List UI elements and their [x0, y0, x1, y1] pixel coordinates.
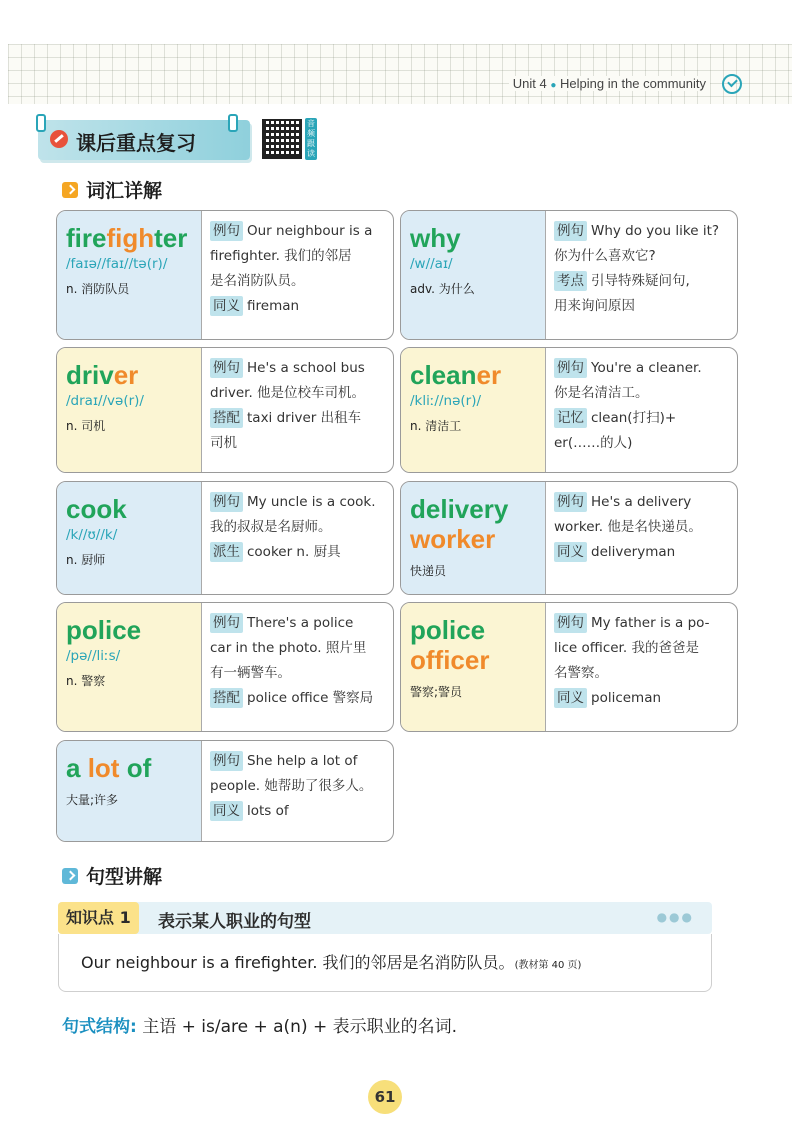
part-of-speech: 快递员 [410, 564, 447, 578]
pin-icon [228, 114, 238, 132]
example-panel [203, 211, 393, 339]
example-panel [203, 741, 393, 841]
word-panel [401, 603, 546, 731]
example-line: 例句 Our neighbour is a [210, 219, 387, 244]
example-sentence: Our neighbour is a firefighter. 我们的邻居是名消防队员。(教材第 40 页) [81, 953, 582, 972]
example-line: worker. 他是名快递员。 [554, 519, 702, 535]
example-line: 搭配 police office 警察局 [210, 686, 387, 711]
vocab-word: police officer [410, 615, 490, 675]
unit-title: Helping in the community [560, 76, 706, 91]
example-tag: 例句 [210, 221, 243, 241]
knowledge-point-title: 表示某人职业的句型 [158, 912, 311, 932]
part-of-speech: 大量;许多 [66, 793, 119, 807]
example-line: 例句 She help a lot of [210, 749, 387, 774]
example-line: 有一辆警车。 [210, 665, 291, 681]
word-panel [57, 211, 202, 339]
example-line: 司机 [210, 435, 237, 451]
unit-number: Unit 4 [512, 76, 547, 91]
review-banner [38, 120, 250, 160]
vocab-card [400, 481, 738, 595]
qr-code[interactable] [262, 119, 302, 159]
vocab-card [400, 210, 738, 340]
example-line: 我的叔叔是名厨师。 [210, 519, 332, 535]
word-panel [57, 603, 202, 731]
vocab-card [56, 347, 394, 473]
example-line: driver. 他是位校车司机。 [210, 385, 366, 401]
word-panel [57, 482, 202, 594]
part-of-speech: n. 清洁工 [410, 419, 462, 433]
example-line: 例句 He's a delivery [554, 490, 731, 515]
example-line: er(……的人) [554, 435, 633, 451]
part-of-speech: n. 厨师 [66, 553, 106, 567]
example-panel [547, 348, 737, 472]
part-of-speech: n. 消防队员 [66, 282, 130, 296]
word-panel [57, 348, 202, 472]
example-line: 记忆 clean(打扫)+ [554, 406, 731, 431]
example-line: 例句 My father is a po- [554, 611, 731, 636]
pencil-icon [50, 130, 68, 148]
example-panel [547, 482, 737, 594]
vocab-word: cleaner [410, 360, 502, 390]
example-line: car in the photo. 照片里 [210, 640, 367, 656]
part-of-speech: n. 警察 [66, 674, 106, 688]
example-line: 例句 He's a school bus [210, 356, 387, 381]
example-line: firefighter. 我们的邻居 [210, 248, 352, 264]
vocab-card [400, 602, 738, 732]
vocab-word: why [410, 223, 461, 253]
textbook-reference: (教材第 40 页) [514, 960, 582, 971]
phonetic: /draɪ//və(r)/ [66, 393, 144, 409]
qr-label: 音频跟读 [307, 119, 315, 158]
example-line: 同义 lots of [210, 799, 387, 824]
example-line: 同义 fireman [210, 294, 387, 319]
vocab-word: a lot of [66, 753, 152, 783]
part-of-speech: adv. 为什么 [410, 282, 475, 296]
vocab-word: cook [66, 494, 127, 524]
example-line: 考点 引导特殊疑问句, [554, 269, 731, 294]
example-line: 例句 My uncle is a cook. [210, 490, 387, 515]
example-panel [203, 348, 393, 472]
example-line: 搭配 taxi driver 出租车 [210, 406, 387, 431]
knowledge-point-tag: 知识点 1 [58, 902, 139, 934]
pin-icon [36, 114, 46, 132]
vocab-word: driver [66, 360, 139, 390]
pencil-note-icon [62, 868, 78, 884]
word-panel [57, 741, 202, 841]
part-of-speech: n. 司机 [66, 419, 106, 433]
example-line: 名警察。 [554, 665, 608, 681]
example-panel [203, 603, 393, 731]
knowledge-point-bar [58, 902, 712, 934]
sentence-structure [62, 1012, 457, 1037]
example-panel [547, 603, 737, 731]
vocab-card [56, 210, 394, 340]
example-line: 你是名清洁工。 [554, 385, 649, 401]
drops-icon: ●●● [656, 910, 694, 924]
synonym-tag: 同义 [210, 296, 243, 316]
banner-title: 课后重点复习 [76, 131, 196, 155]
sentence-section-title: 句型讲解 [86, 866, 163, 888]
knowledge-point-box [58, 934, 712, 992]
phonetic: /kliː//nə(r)/ [410, 393, 482, 409]
arrow-icon [62, 182, 78, 198]
vocab-section-title: 词汇详解 [86, 180, 163, 202]
vocab-card [56, 740, 394, 842]
structure-label: 句式结构: [62, 1017, 137, 1037]
phonetic: /pə//liːs/ [66, 648, 121, 664]
vocab-word: delivery worker [410, 494, 509, 554]
separator-dot-icon: ● [550, 80, 557, 91]
check-circle-icon [722, 74, 742, 94]
header-grid-decoration [8, 44, 792, 104]
structure-text: 主语 + is/are + a(n) + 表示职业的名词. [142, 1017, 458, 1037]
vocab-card [56, 602, 394, 732]
vocab-word: firefighter [66, 223, 188, 253]
phonetic: /w//aɪ/ [410, 256, 453, 272]
example-line: 同义 policeman [554, 686, 731, 711]
example-line: 是名消防队员。 [210, 273, 305, 289]
part-of-speech: 警察;警员 [410, 685, 463, 699]
example-panel [203, 482, 393, 594]
page-number: 61 [368, 1080, 402, 1114]
vocab-card [56, 481, 394, 595]
example-line: 例句 Why do you like it? [554, 219, 731, 244]
word-panel [401, 348, 546, 472]
phonetic: /faɪə//faɪ//tə(r)/ [66, 256, 168, 272]
example-line: lice officer. 我的爸爸是 [554, 640, 699, 656]
example-line: 例句 There's a police [210, 611, 387, 636]
vocab-card [400, 347, 738, 473]
example-line: people. 她帮助了很多人。 [210, 778, 373, 794]
vocab-word: police [66, 615, 142, 645]
example-line: 派生 cooker n. 厨具 [210, 540, 387, 565]
example-line: 你为什么喜欢它? [554, 248, 656, 264]
phonetic: /k//ʊ//k/ [66, 527, 118, 543]
example-line: 同义 deliveryman [554, 540, 731, 565]
example-line: 用来询问原因 [554, 298, 635, 314]
word-panel [401, 211, 546, 339]
example-panel [547, 211, 737, 339]
example-line: 例句 You're a cleaner. [554, 356, 731, 381]
word-panel [401, 482, 546, 594]
unit-header [509, 76, 710, 91]
